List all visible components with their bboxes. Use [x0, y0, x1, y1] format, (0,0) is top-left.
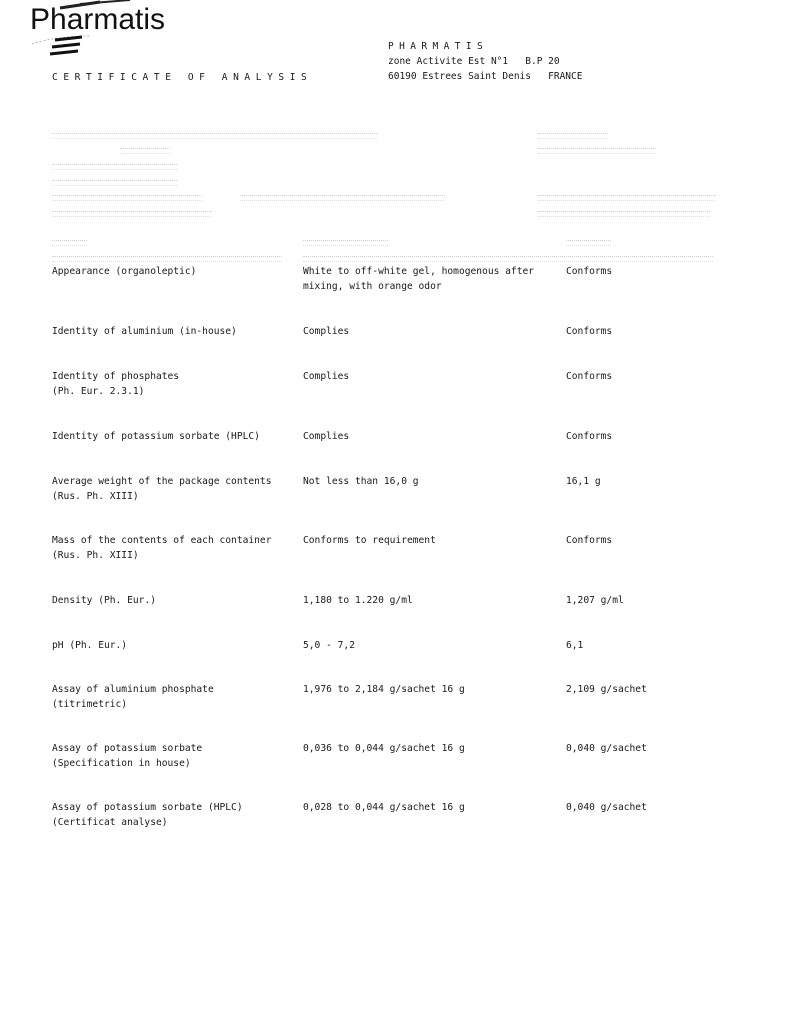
specification-cell [303, 474, 558, 489]
result-text: 0,040 g/sachet [566, 802, 647, 813]
test-name-text: (Ph. Eur. 2.3.1) [52, 386, 145, 397]
result-cell [566, 429, 766, 444]
specification-text: Complies [303, 431, 350, 442]
specification-text: Not less than 16,0 g [303, 476, 419, 487]
test-name-text: Identity of potassium sorbate (HPLC) [52, 431, 260, 442]
specification-cell [303, 800, 558, 815]
test-name-cell [52, 800, 297, 830]
address-line-2: 60190 Estrees Saint Denis FRANCE [388, 71, 583, 82]
result-cell [566, 800, 766, 815]
test-name-text: Appearance (organoleptic) [52, 266, 197, 277]
test-name-text: (Rus. Ph. XIII) [52, 491, 139, 502]
test-name-text: Assay of potassium sorbate [52, 743, 203, 754]
result-text: 2,109 g/sachet [566, 684, 647, 695]
test-name-text: (Specification in house) [52, 758, 191, 769]
result-text: Conforms [566, 371, 613, 382]
document-title: CERTIFICATE OF ANALYSIS [52, 72, 313, 83]
result-cell [566, 264, 766, 279]
test-name-cell [52, 324, 297, 339]
test-name-cell [52, 741, 297, 771]
result-cell [566, 474, 766, 489]
result-cell [566, 533, 766, 548]
specification-cell [303, 638, 558, 653]
test-name-cell [52, 429, 297, 444]
specification-text: 0,036 to 0,044 g/sachet 16 g [303, 743, 465, 754]
test-name-cell [52, 264, 297, 279]
result-text: Conforms [566, 535, 613, 546]
specification-text: 1,976 to 2,184 g/sachet 16 g [303, 684, 465, 695]
logo-wordmark: Pharmatis [30, 3, 166, 36]
result-text: 0,040 g/sachet [566, 743, 647, 754]
result-cell [566, 638, 766, 653]
test-name-cell [52, 593, 297, 608]
test-name-text: (Certificat analyse) [52, 817, 168, 828]
specification-cell [303, 264, 558, 294]
company-name: PHARMATIS [388, 41, 489, 52]
result-cell [566, 682, 766, 697]
result-text: 16,1 g [566, 476, 601, 487]
test-name-text: pH (Ph. Eur.) [52, 640, 128, 651]
specification-text: 5,0 - 7,2 [303, 640, 355, 651]
test-name-cell [52, 533, 297, 563]
address-line-1: zone Activite Est N°1 B.P 20 [388, 56, 560, 67]
test-name-text: Assay of potassium sorbate (HPLC) [52, 802, 243, 813]
specification-text: White to off-white gel, homogenous after [303, 266, 535, 277]
test-name-text: Density (Ph. Eur.) [52, 595, 156, 606]
result-cell [566, 741, 766, 756]
specification-cell [303, 324, 558, 339]
result-text: Conforms [566, 431, 613, 442]
test-name-text: Assay of aluminium phosphate [52, 684, 214, 695]
specification-text: Complies [303, 371, 350, 382]
test-name-cell [52, 474, 297, 504]
result-text: Conforms [566, 326, 613, 337]
result-text: Conforms [566, 266, 613, 277]
specification-cell [303, 682, 558, 697]
test-name-text: Average weight of the package contents [52, 476, 272, 487]
test-name-cell [52, 682, 297, 712]
test-name-text: (Rus. Ph. XIII) [52, 550, 139, 561]
result-cell [566, 369, 766, 384]
specification-cell [303, 593, 558, 608]
test-name-text: (titrimetric) [52, 699, 128, 710]
specification-cell [303, 741, 558, 756]
test-name-cell [52, 369, 297, 399]
test-name-text: Identity of aluminium (in-house) [52, 326, 237, 337]
result-text: 1,207 g/ml [566, 595, 624, 606]
test-name-cell [52, 638, 297, 653]
specification-text: 0,028 to 0,044 g/sachet 16 g [303, 802, 465, 813]
specification-text: Complies [303, 326, 350, 337]
test-name-text: Identity of phosphates [52, 371, 180, 382]
test-name-text: Mass of the contents of each container [52, 535, 272, 546]
specification-cell [303, 533, 558, 548]
result-cell [566, 593, 766, 608]
specification-cell [303, 369, 558, 384]
specification-text: 1,180 to 1.220 g/ml [303, 595, 413, 606]
specification-text: Conforms to requirement [303, 535, 436, 546]
result-cell [566, 324, 766, 339]
result-text: 6,1 [566, 640, 584, 651]
specification-text: mixing, with orange odor [303, 281, 442, 292]
specification-cell [303, 429, 558, 444]
